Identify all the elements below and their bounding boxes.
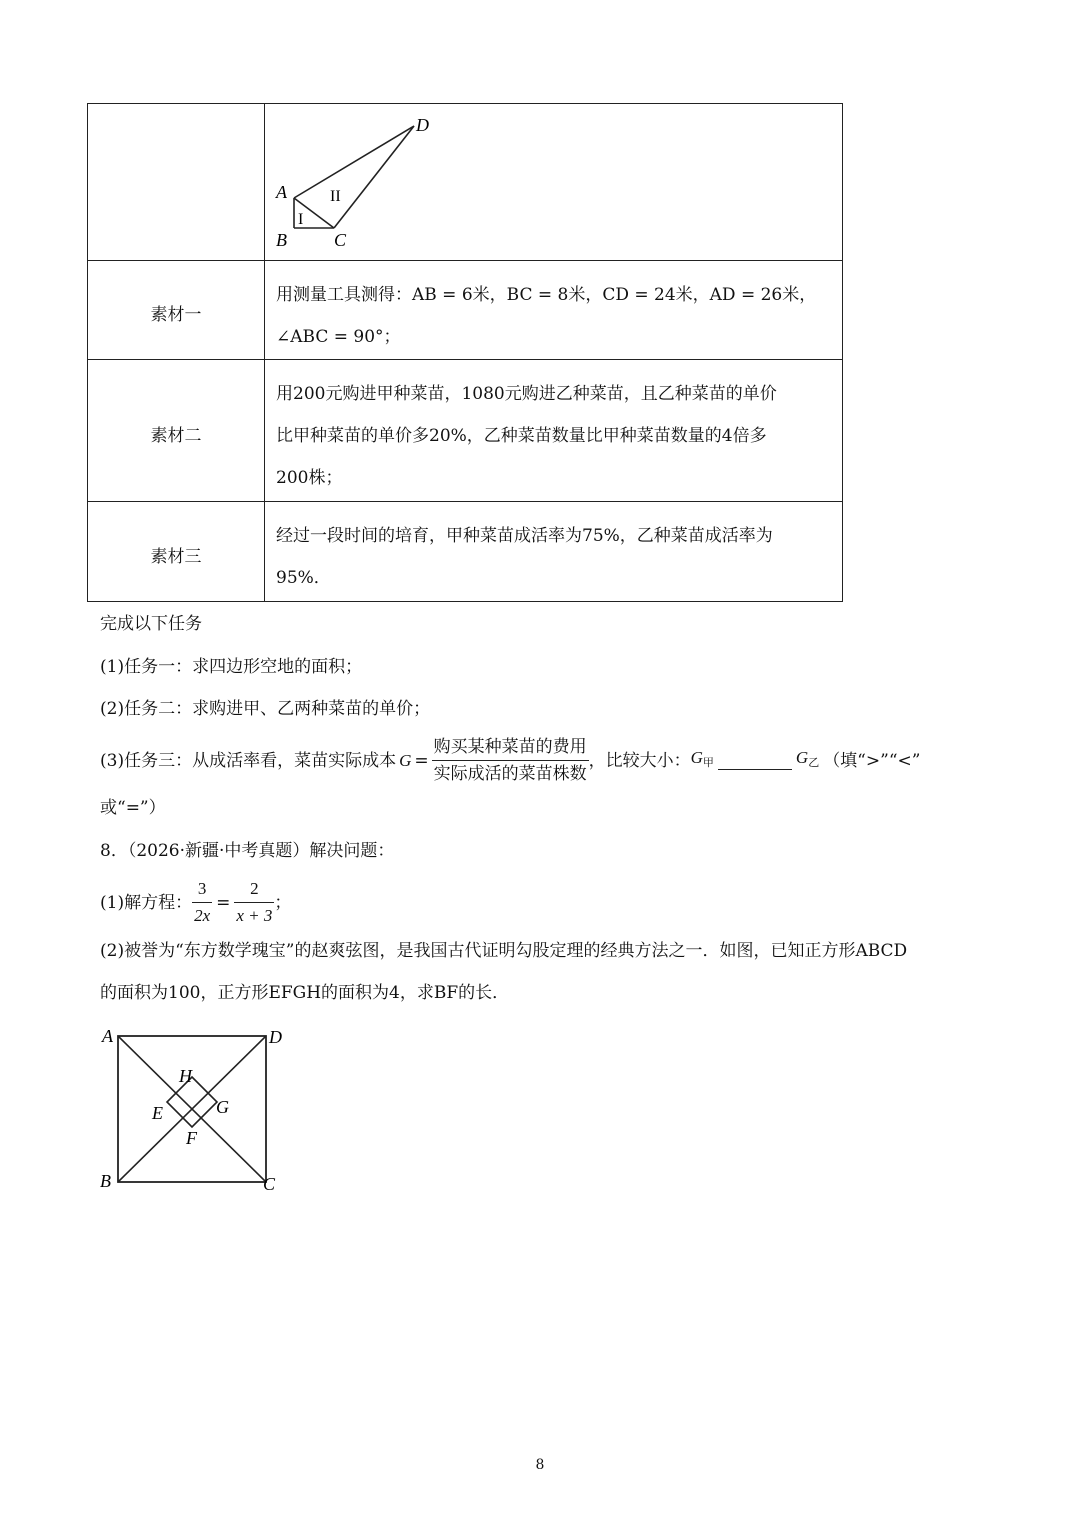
label-b: B [100,1171,111,1191]
material-3-line1: 经过一段时间的培育，甲种菜苗成活率为75%，乙种菜苗成活率为 [276,526,773,546]
g-jia-symbol: $G_甲$ [690,748,714,769]
side-cd [334,126,414,228]
material-2-line2: 比甲种菜苗的单价多20%，乙种菜苗数量比甲种菜苗数量的4倍多 [276,426,767,446]
task-3-line2: 或“=”） [100,798,166,818]
equation-fraction-left [192,876,212,929]
cost-fraction-numerator: 购买某种菜苗的费用 [432,734,589,761]
square-efgh [167,1077,217,1127]
answer-blank[interactable] [718,752,792,770]
label-d: D [269,1027,282,1047]
material-1-line1: 用测量工具测得：AB = 6米，BC = 8米，CD = 24米，AD = 26米， [276,285,817,305]
fraction-left-numerator: 3 [192,876,212,903]
problem-8-part-2-line2: 的面积为100，正方形EFGH的面积为4，求BF的长． [100,983,510,1003]
task-3-prefix: (3)任务三：从成活率看，菜苗实际成本 [100,750,397,771]
region-label-1: I [298,211,304,228]
tasks-intro: 完成以下任务 [100,614,202,634]
vertex-label-c: C [334,230,347,250]
task-2: (2)任务二：求购进甲、乙两种菜苗的单价； [100,699,431,719]
part-1-prefix: (1)解方程： [100,892,193,913]
problem-8-header: 8．（2026·新疆·中考真题）解决问题： [100,841,395,861]
fraction-left-denominator: 2x [194,906,211,925]
task-3-suffix: （填“>”“<” [823,750,921,771]
equation-equals: = [216,892,231,913]
label-e: E [152,1103,163,1123]
task-3-compare: ，比较大小： [588,750,691,771]
cost-fraction-denominator: 实际成活的菜苗株数 [433,764,587,784]
table-row-divider [88,260,842,261]
vertex-label-d: D [416,115,429,135]
g-yi-symbol: $G_乙$ [795,748,820,769]
label-g: G [216,1097,229,1117]
label-a: A [102,1026,113,1046]
part-1-suffix: ； [274,892,292,913]
label-f: F [186,1128,197,1148]
task-3 [100,734,920,787]
task-3-equals: = [414,750,429,771]
material-1-label: 素材一 [150,305,202,325]
equation-fraction-right [234,876,274,929]
label-h: H [179,1066,192,1086]
region-label-2: II [330,188,341,205]
task-3-G: G [399,750,412,770]
label-c: C [263,1174,276,1194]
material-3-label: 素材三 [150,547,202,567]
material-2-label: 素材二 [150,426,202,446]
material-3-line2: 95%． [276,568,331,588]
table-row-divider [88,501,842,502]
zhao-shuang-diagram [95,1022,295,1197]
problem-8-part-2-line1: (2)被誉为“东方数学瑰宝”的赵爽弦图，是我国古代证明勾股定理的经典方法之一．如图，已知正方形ABCD [100,941,908,961]
fraction-right-denominator: x + 3 [236,906,273,925]
vertex-label-b: B [276,230,287,250]
cost-fraction [432,734,589,787]
material-2-line1: 用200元购进甲种菜苗，1080元购进乙种菜苗，且乙种菜苗的单价 [276,384,777,404]
page-number: 8 [535,1457,545,1473]
fraction-right-numerator: 2 [234,876,274,903]
material-2-line3: 200株； [276,468,343,488]
materials-table [87,103,843,602]
quadrilateral-figure [266,106,466,256]
vertex-label-a: A [276,182,287,202]
problem-8-part-1 [100,876,291,929]
side-ad [294,126,414,198]
table-column-divider [264,104,265,601]
material-1-line2: ∠ABC = 90°； [276,327,401,347]
table-row-divider [88,359,842,360]
task-1: (1)任务一：求四边形空地的面积； [100,657,363,677]
